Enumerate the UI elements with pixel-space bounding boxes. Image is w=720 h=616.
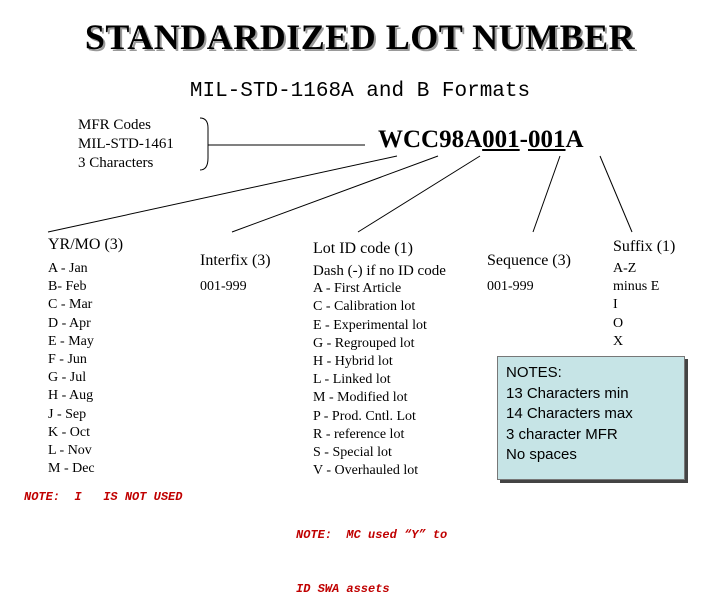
mfr-codes-line: MIL-STD-1461 bbox=[78, 136, 174, 152]
lotid-connector-line bbox=[358, 156, 480, 232]
lot-number-example bbox=[378, 126, 584, 154]
suffix-column bbox=[613, 238, 675, 351]
lot-number-prefix: WCC98A bbox=[378, 126, 483, 153]
list-item: I bbox=[613, 297, 618, 313]
suffix-heading: Suffix (1) bbox=[613, 238, 676, 255]
lotid-note-line: ID SWA assets bbox=[296, 582, 390, 596]
list-item: R - reference lot bbox=[313, 426, 405, 442]
suffix-connector-line bbox=[600, 156, 632, 232]
list-item: D - Apr bbox=[48, 315, 91, 331]
sequence-range: 001-999 bbox=[487, 279, 534, 294]
notes-line: 13 Characters min bbox=[506, 384, 629, 402]
list-item: X bbox=[613, 333, 624, 349]
page-title: STANDARDIZED LOT NUMBER bbox=[84, 17, 636, 57]
lotid-list bbox=[313, 280, 446, 480]
interfix-range: 001-999 bbox=[200, 279, 247, 294]
list-item: B- Feb bbox=[48, 279, 87, 295]
list-item: J - Sep bbox=[48, 406, 87, 422]
list-item: M - Dec bbox=[48, 461, 95, 477]
list-item: C - Mar bbox=[48, 297, 93, 313]
list-item: M - Modified lot bbox=[313, 390, 408, 406]
lot-number-interfix: 001 bbox=[482, 126, 520, 153]
lotid-subheading: Dash (-) if no ID code bbox=[313, 263, 446, 279]
list-item: O bbox=[613, 315, 624, 331]
list-item: A - Jan bbox=[48, 261, 88, 276]
notes-line: 14 Characters max bbox=[506, 405, 633, 422]
lot-number-dash: - bbox=[519, 126, 528, 153]
suffix-list bbox=[613, 260, 675, 351]
list-item: A - First Article bbox=[313, 281, 402, 297]
list-item: G - Jul bbox=[48, 370, 87, 386]
notes-line: NOTES: bbox=[506, 364, 562, 381]
list-item: A-Z bbox=[613, 261, 637, 276]
list-item: E - Experimental lot bbox=[313, 317, 427, 333]
list-item: E - May bbox=[48, 333, 94, 349]
list-item: S - Special lot bbox=[313, 445, 392, 461]
mfr-codes-label bbox=[78, 116, 174, 173]
sequence-column bbox=[487, 252, 571, 296]
yrmo-list bbox=[48, 260, 123, 478]
mfr-brace bbox=[200, 118, 208, 170]
notes-box bbox=[497, 356, 685, 480]
list-item: minus E bbox=[613, 279, 660, 295]
notes-line: 3 character MFR bbox=[506, 425, 618, 443]
list-item: H - Hybrid lot bbox=[313, 354, 393, 370]
sequence-connector-line bbox=[533, 156, 560, 232]
list-item: C - Calibration lot bbox=[313, 299, 416, 315]
interfix-column bbox=[200, 252, 271, 296]
list-item: F - Jun bbox=[48, 352, 87, 368]
interfix-heading: Interfix (3) bbox=[200, 252, 271, 269]
yrmo-heading: YR/MO (3) bbox=[48, 236, 124, 253]
lotid-note-line: NOTE: MC used “Y” to bbox=[296, 528, 448, 542]
list-item: L - Nov bbox=[48, 443, 92, 459]
lot-number-suffix: A bbox=[565, 126, 584, 153]
lotid-note bbox=[296, 490, 447, 616]
mfr-codes-line: 3 Characters bbox=[78, 155, 154, 171]
list-item: P - Prod. Cntl. Lot bbox=[313, 408, 416, 424]
lot-number-sequence: 001 bbox=[528, 126, 566, 153]
list-item: V - Overhauled lot bbox=[313, 463, 419, 479]
list-item: H - Aug bbox=[48, 388, 94, 404]
mfr-codes-line: MFR Codes bbox=[78, 117, 151, 133]
interfix-connector-line bbox=[232, 156, 438, 232]
lotid-heading: Lot ID code (1) bbox=[313, 240, 413, 257]
list-item: L - Linked lot bbox=[313, 372, 391, 388]
list-item: G - Regrouped lot bbox=[313, 335, 415, 351]
yrmo-column bbox=[48, 236, 123, 478]
page-subtitle: MIL-STD-1168A and B Formats bbox=[189, 80, 531, 103]
notes-line: No spaces bbox=[506, 446, 577, 463]
yrmo-note: NOTE: I IS NOT USED bbox=[24, 490, 183, 504]
lotid-column bbox=[313, 240, 446, 480]
sequence-heading: Sequence (3) bbox=[487, 252, 571, 269]
list-item: K - Oct bbox=[48, 424, 90, 440]
